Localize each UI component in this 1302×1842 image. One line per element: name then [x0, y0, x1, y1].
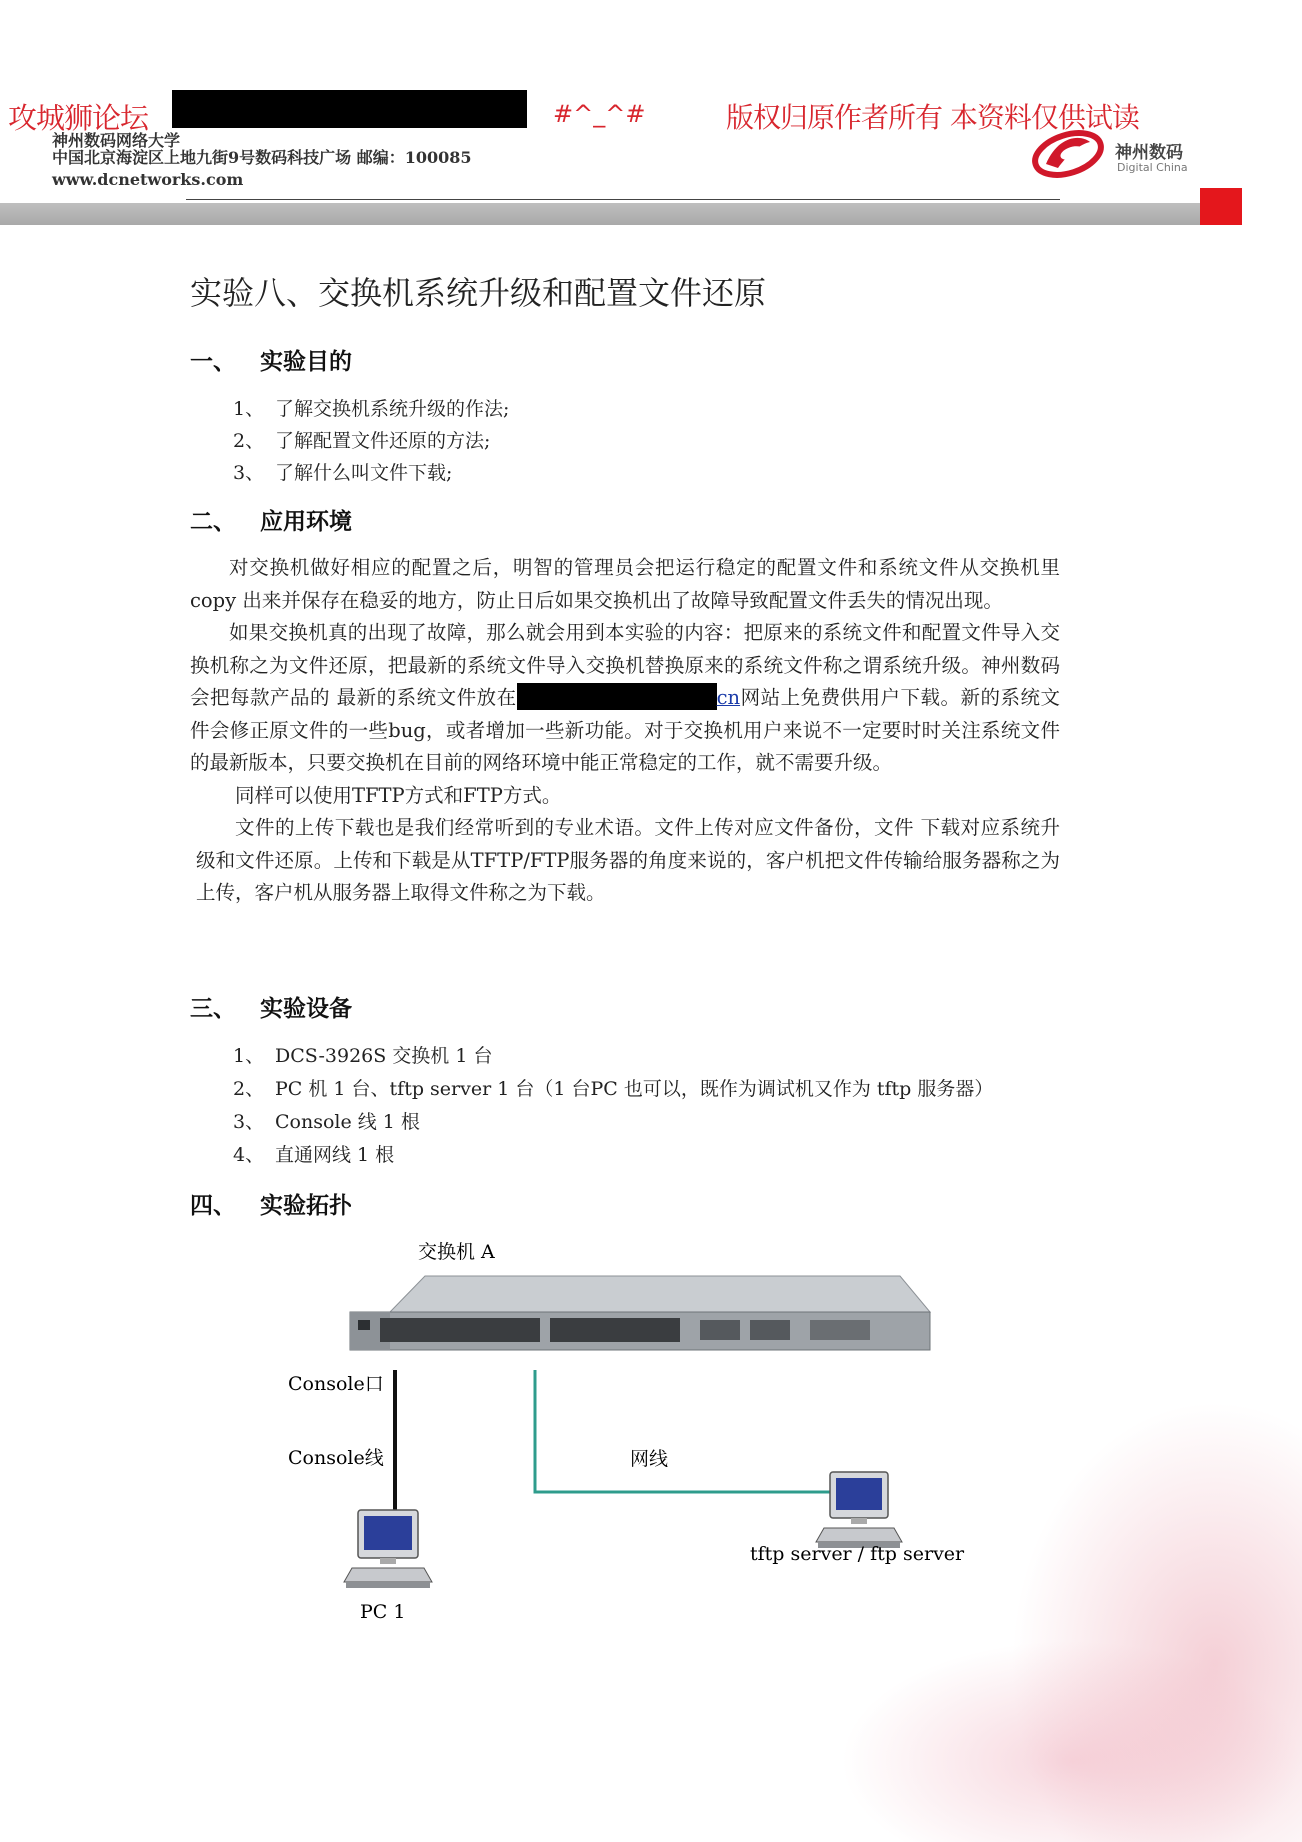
- list-item: 3、 Console 线 1 根: [233, 1111, 420, 1133]
- logo-text-cn: 神州数码: [1115, 143, 1183, 163]
- section-title: 应用环境: [260, 509, 352, 535]
- document-title: 实验八、交换机系统升级和配置文件还原: [190, 274, 767, 312]
- list-item: 4、 直通网线 1 根: [233, 1144, 395, 1166]
- section-title: 实验拓扑: [260, 1193, 352, 1219]
- website-link[interactable]: cn: [716, 686, 741, 709]
- org-name: 神州数码网络大学: [52, 131, 181, 150]
- watermark-right: 版权归原作者所有 本资料仅供试读: [726, 101, 1139, 134]
- logo-text-en: Digital China: [1117, 161, 1188, 174]
- section-number: 二、: [190, 509, 236, 535]
- org-address: 中国北京海淀区上地九街9号数码科技广场 邮编：100085: [52, 148, 472, 167]
- pc-label: PC 1: [360, 1601, 406, 1623]
- section-2-body: [190, 552, 1060, 910]
- decorative-wash: [840, 1640, 1302, 1842]
- list-item: 2、 PC 机 1 台、tftp server 1 台（1 台PC 也可以，既作为调试机又作为 tftp 服务器）: [233, 1078, 994, 1100]
- section-heading-4: [190, 1187, 352, 1220]
- console-cable-label: Console线: [288, 1447, 384, 1469]
- topology-diagram: [230, 1241, 1030, 1660]
- header-red-block: [1200, 188, 1242, 225]
- server-pc-icon: [816, 1472, 902, 1548]
- section-number: 四、: [190, 1193, 236, 1219]
- paragraph: 对交换机做好相应的配置之后，明智的管理员会把运行稳定的配置文件和系统文件从交换机里 copy 出来并保存在稳妥的地方，防止日后如果交换机出了故障导致配置文件丢失的情况出现。: [190, 556, 1060, 612]
- watermark-mid: #^_^#: [553, 100, 646, 128]
- network-cable: [535, 1370, 830, 1492]
- section-heading-2: [190, 503, 352, 536]
- switch-label: 交换机 A: [418, 1241, 495, 1263]
- section-heading-3: [190, 990, 352, 1023]
- section-heading-1: [190, 343, 352, 376]
- header-gray-bar: [0, 203, 1200, 225]
- watermark-left: 攻城狮论坛: [8, 101, 149, 135]
- section-number: 三、: [190, 996, 236, 1022]
- section-number: 一、: [190, 349, 236, 375]
- list-item: 1、 了解交换机系统升级的作法;: [233, 398, 510, 420]
- header-rule: [186, 199, 1060, 200]
- paragraph: 同样可以使用TFTP方式和FTP方式。: [235, 783, 562, 807]
- redaction-block: [172, 90, 527, 128]
- redaction-block: [517, 683, 717, 710]
- server-label: tftp server / ftp server: [750, 1543, 965, 1565]
- org-website: www.dcnetworks.com: [52, 170, 244, 189]
- list-item: 3、 了解什么叫文件下载;: [233, 462, 453, 484]
- paragraph: 文件的上传下载也是我们经常听到的专业术语。文件上传对应文件备份，文件 下载对应系统升级和文件还原。上传和下载是从TFTP/FTP服务器的角度来说的，客户机把文件传输给服务器称之为上传，客户机从服务器上取得文件称之为下载。: [196, 816, 1060, 904]
- paragraph: 如果交换机真的出现了故障，那么就会用到本实验的内容：把原来的系统文件和配置文件导入交换机称之为文件还原，把最新的系统文件导入交换机替换原来的系统文件称之谓系统升级。神州数码会把每款产品的 最新的系统文件放在 cn网站上免费供用户下载。新的系统文件会修正原文件的一些bug，或者增加一些新功能。对于交换机用户来说不一定要时时关注系统文件的最新版本，只要交换机在目前的网络环境中能正常稳定的工作，就不需要升级。: [190, 621, 1060, 774]
- list-item: 2、 了解配置文件还原的方法;: [233, 430, 491, 452]
- section-title: 实验目的: [260, 349, 352, 375]
- network-cable-label: 网线: [630, 1448, 669, 1470]
- switch-icon: [350, 1276, 930, 1350]
- list-item: 1、 DCS-3926S 交换机 1 台: [233, 1045, 493, 1067]
- section-title: 实验设备: [260, 996, 352, 1022]
- digital-china-logo-icon: [1028, 124, 1108, 180]
- console-port-label: Console口: [288, 1373, 384, 1395]
- pc-icon: [344, 1510, 432, 1588]
